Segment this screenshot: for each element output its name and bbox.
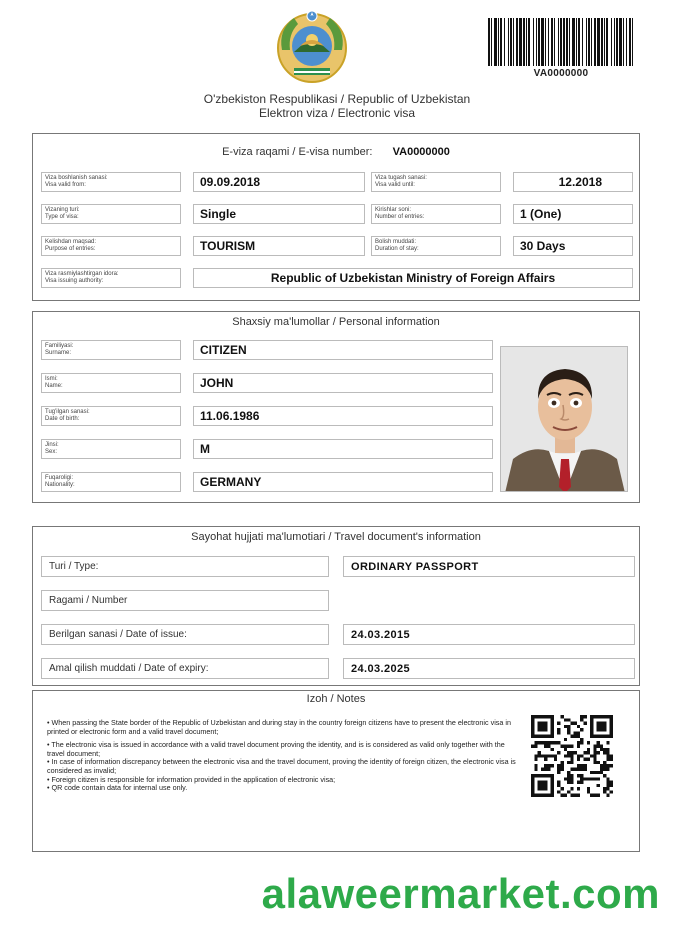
dob-value: 11.06.1986	[193, 406, 493, 426]
travel-document-title: Sayohat hujjati ma'lumotiari / Travel document's information	[191, 531, 481, 543]
note-item: • When passing the State border of the Republic of Uzbekistan and during stay in the country foreign citizens have to present the electronic visa in printed or electronic form and a valid travel document;	[47, 718, 511, 736]
surname-label: Familiyasi: Surname:	[41, 340, 181, 360]
visa-info-panel	[32, 133, 640, 301]
duration-value: 30 Days	[513, 236, 633, 256]
visa-number-value: VA0000000	[392, 146, 450, 158]
valid-until-value: 12.2018	[513, 172, 633, 192]
issue-date-label: Berilgan sanasi / Date of issue:	[41, 624, 329, 645]
name-label: Ismi: Name:	[41, 373, 181, 393]
entries-label: Kirishlar soni: Number of entries:	[371, 204, 501, 224]
expiry-date-value: 24.03.2025	[343, 658, 635, 679]
valid-from-label: Viza boshlanish sanasi: Visa valid from:	[41, 172, 181, 192]
name-value: JOHN	[193, 373, 493, 393]
surname-value: CITIZEN	[193, 340, 493, 360]
visa-number-row	[33, 146, 639, 158]
notes-panel	[32, 690, 640, 852]
nationality-value: GERMANY	[193, 472, 493, 492]
expiry-date-label: Amal qilish muddati / Date of expiry:	[41, 658, 329, 679]
duration-label: Bolish muddati: Duration of stay:	[371, 236, 501, 256]
state-emblem	[272, 6, 352, 86]
visa-number-label: E-viza raqami / E-visa number:	[222, 146, 373, 158]
valid-until-label: Viza tugash sanasi: Visa valid until:	[371, 172, 501, 192]
note-item: • Foreign citizen is responsible for information provided in the application of electronic visa;	[47, 774, 336, 784]
notes-title: Izoh / Notes	[306, 693, 366, 705]
valid-from-value: 09.09.2018	[193, 172, 365, 192]
nationality-label: Fuqaroligi: Nationality:	[41, 472, 181, 492]
note-item: • In case of information discrepancy between the electronic visa and the travel document, proving the identity of foreign citizen, the electronic visa is considered as invalid;	[47, 757, 516, 775]
barcode-number: VA0000000	[533, 68, 589, 79]
header-doc-type: Elektron viza / Electronic visa	[258, 106, 416, 120]
purpose-value: TOURISM	[193, 236, 365, 256]
personal-info-title: Shaxsiy ma'lumollar / Personal information	[232, 316, 440, 328]
personal-info-panel	[32, 311, 640, 503]
travel-document-panel	[32, 526, 640, 686]
header-country: O'zbekiston Respublikasi / Republic of Uzbekistan	[203, 92, 471, 106]
barcode-area	[488, 18, 634, 79]
sex-value: M	[193, 439, 493, 459]
qr-code	[531, 715, 613, 797]
purpose-label: Kelishdan maqsad: Purpose of entries:	[41, 236, 181, 256]
document-header	[0, 92, 674, 120]
note-item: • The electronic visa is issued in accordance with a valid travel document proving the identity, and is is considered as valid only together with the travel document;	[47, 740, 505, 758]
doc-type-value: ORDINARY PASSPORT	[343, 556, 635, 577]
doc-type-label: Turi / Type:	[41, 556, 329, 577]
entries-value: 1 (One)	[513, 204, 633, 224]
watermark-text: alaweermarket.com	[261, 870, 660, 917]
issue-date-value: 24.03.2015	[343, 624, 635, 645]
notes-list	[47, 719, 517, 793]
authority-value: Republic of Uzbekistan Ministry of Foreign Affairs	[193, 268, 633, 288]
holder-photo	[500, 346, 628, 492]
visa-type-label: Vizaning turi: Type of visa:	[41, 204, 181, 224]
visa-type-value: Single	[193, 204, 365, 224]
note-item: • QR code contain data for internal use only.	[47, 783, 188, 793]
barcode	[488, 18, 634, 66]
doc-number-label: Ragami / Number	[41, 590, 329, 611]
sex-label: Jinsi: Sex:	[41, 439, 181, 459]
dob-label: Tug'ilgan sanasi: Date of birth:	[41, 406, 181, 426]
authority-label: Viza rasmiylashtirgan idora: Visa issuing authority:	[41, 268, 181, 288]
